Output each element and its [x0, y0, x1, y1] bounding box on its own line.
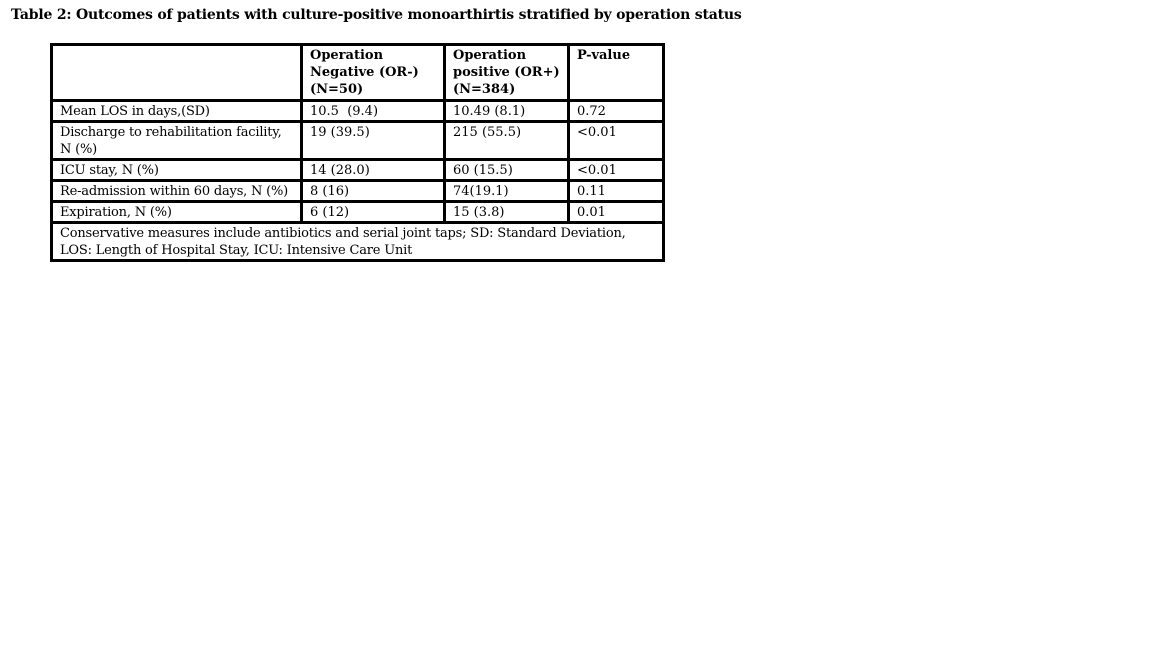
table-row: [52, 181, 664, 202]
footnote-line-2: LOS: Length of Hospital Stay, ICU: Intensive Care Unit: [60, 243, 413, 258]
footnote-line-1: Conservative measures include antibiotics and serial joint taps; SD: Standard Deviation,: [60, 226, 626, 241]
table-footnote: [52, 223, 664, 261]
table-row: [52, 160, 664, 181]
table-footnote-row: [52, 223, 664, 261]
table-row: [52, 101, 664, 122]
cell-negative: 6 (12): [302, 202, 445, 223]
header-operation-negative: Operation Negative (OR-) (N=50): [302, 45, 445, 101]
cell-negative: 10.5 (9.4): [302, 101, 445, 122]
table-row: [52, 122, 664, 160]
header-empty-cell: [52, 45, 302, 101]
cell-positive: 15 (3.8): [445, 202, 569, 223]
cell-p-value: 0.72: [569, 101, 664, 122]
row-label-mean-los: Mean LOS in days,(SD): [52, 101, 302, 122]
table-caption: Table 2: Outcomes of patients with culture-positive monoarthirtis stratified by operation status: [11, 7, 742, 23]
cell-positive: 215 (55.5): [445, 122, 569, 160]
cell-positive: 60 (15.5): [445, 160, 569, 181]
cell-negative: 8 (16): [302, 181, 445, 202]
header-p-value: P-value: [569, 45, 664, 101]
cell-negative: 14 (28.0): [302, 160, 445, 181]
cell-p-value: <0.01: [569, 160, 664, 181]
outcomes-table: [50, 43, 665, 262]
cell-p-value: 0.11: [569, 181, 664, 202]
cell-p-value: 0.01: [569, 202, 664, 223]
header-operation-positive: Operation positive (OR+) (N=384): [445, 45, 569, 101]
table-row: [52, 202, 664, 223]
cell-positive: 10.49 (8.1): [445, 101, 569, 122]
row-label-readmission: Re-admission within 60 days, N (%): [52, 181, 302, 202]
cell-positive: 74(19.1): [445, 181, 569, 202]
row-label-icu-stay: ICU stay, N (%): [52, 160, 302, 181]
table-header-row: [52, 45, 664, 101]
row-label-expiration: Expiration, N (%): [52, 202, 302, 223]
cell-negative: 19 (39.5): [302, 122, 445, 160]
cell-p-value: <0.01: [569, 122, 664, 160]
row-label-discharge-rehab: Discharge to rehabilitation facility, N (%): [52, 122, 302, 160]
